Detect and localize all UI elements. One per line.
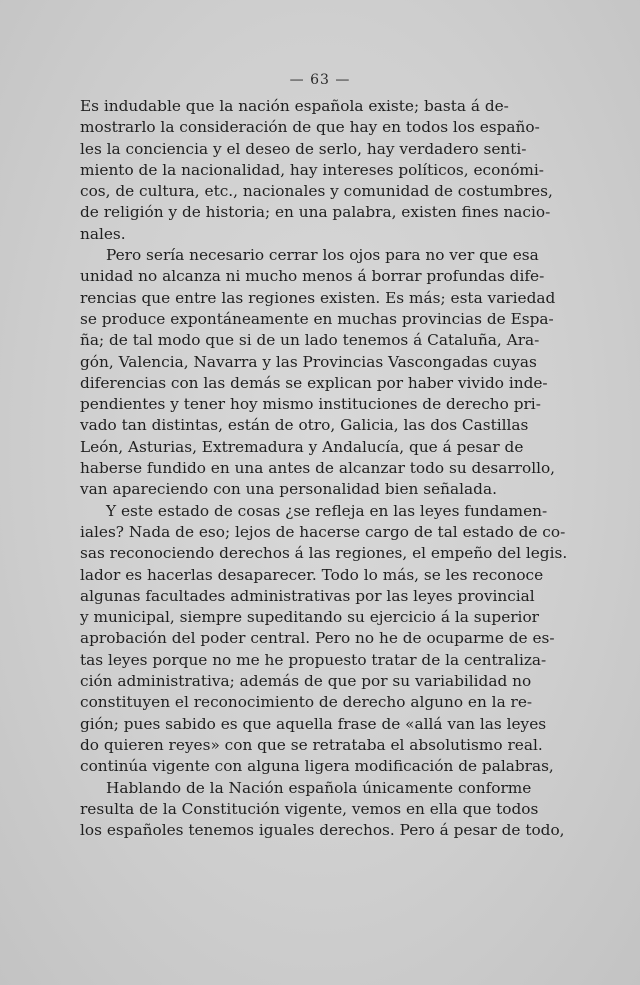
text-line: los españoles tenemos iguales derechos. Pero á pesar de todo, <box>80 821 565 840</box>
text-line: gón, Valencia, Navarra y las Provincias Vascongadas cuyas <box>80 352 537 371</box>
text-line: sas reconociendo derechos á las regiones, el empeño del legis. <box>80 544 568 563</box>
text-line: les la conciencia y el deseo de serlo, hay verdadero senti- <box>80 139 527 158</box>
text-line: Pero sería necesario cerrar los ojos para no ver que esa <box>106 246 539 265</box>
text-line: vado tan distintas, están de otro, Galicia, las dos Castillas <box>80 416 529 435</box>
text-line: mostrarlo la consideración de que hay en todos los españo- <box>80 118 540 137</box>
text-line: Es indudable que la nación española existe; basta á de- <box>80 97 509 115</box>
text-line: León, Asturias, Extremadura y Andalucía, que á pesar de <box>80 437 524 456</box>
text-line: y municipal, siempre supeditando su ejercicio á la superior <box>80 608 539 627</box>
text-line: Y este estado de cosas ¿se refleja en las leyes fundamen- <box>106 501 548 520</box>
text-line: se produce expontáneamente en muchas provincias de Espa- <box>80 309 554 328</box>
text-line: miento de la nacionalidad, hay intereses políticos, económi- <box>80 160 544 179</box>
text-line: nales. <box>80 224 126 243</box>
text-line: aprobación del poder central. Pero no he de ocuparme de es- <box>80 629 555 648</box>
text-line: unidad no alcanza ni mucho menos á borrar profundas dife- <box>80 267 545 286</box>
text-line: gión; pues sabido es que aquella frase de «allá van las leyes <box>80 714 547 733</box>
text-line: diferencias con las demás se explican por haber vivido inde- <box>80 373 548 392</box>
text-line: cos, de cultura, etc., nacionales y comunidad de costumbres, <box>80 182 553 201</box>
body-text <box>80 96 568 841</box>
text-line: ción administrativa; además de que por su variabilidad no <box>80 672 532 691</box>
text-line: do quieren reyes» con que se retrataba el absolutismo real. <box>80 735 543 754</box>
text-line: Hablando de la Nación española únicamente conforme <box>106 778 532 797</box>
text-line: algunas facultades administrativas por las leyes provincial <box>80 586 535 605</box>
text-line: lador es hacerlas desaparecer. Todo lo más, se les reconoce <box>80 565 544 584</box>
text-line: continúa vigente con alguna ligera modificación de palabras, <box>80 757 554 776</box>
text-line: pendientes y tener hoy mismo instituciones de derecho pri- <box>80 395 541 414</box>
text-line: van apareciendo con una personalidad bien señalada. <box>80 480 497 499</box>
text-line: resulta de la Constitución vigente, vemos en ella que todos <box>80 799 539 818</box>
text-line: rencias que entre las regiones existen. Es más; esta variedad <box>80 288 556 307</box>
text-line: iales? Nada de eso; lejos de hacerse cargo de tal estado de co- <box>80 522 566 541</box>
text-line: de religión y de historia; en una palabra, existen fines nacio- <box>80 203 551 222</box>
text-line: ña; de tal modo que si de un lado tenemos á Cataluña, Ara- <box>80 331 540 350</box>
text-line: constituyen el reconocimiento de derecho alguno en la re- <box>80 693 533 712</box>
text-line: tas leyes porque no me he propuesto tratar de la centraliza- <box>80 650 547 669</box>
text-line: haberse fundido en una antes de alcanzar todo su desarrollo, <box>80 459 556 478</box>
page-number: — 63 — <box>289 72 351 88</box>
